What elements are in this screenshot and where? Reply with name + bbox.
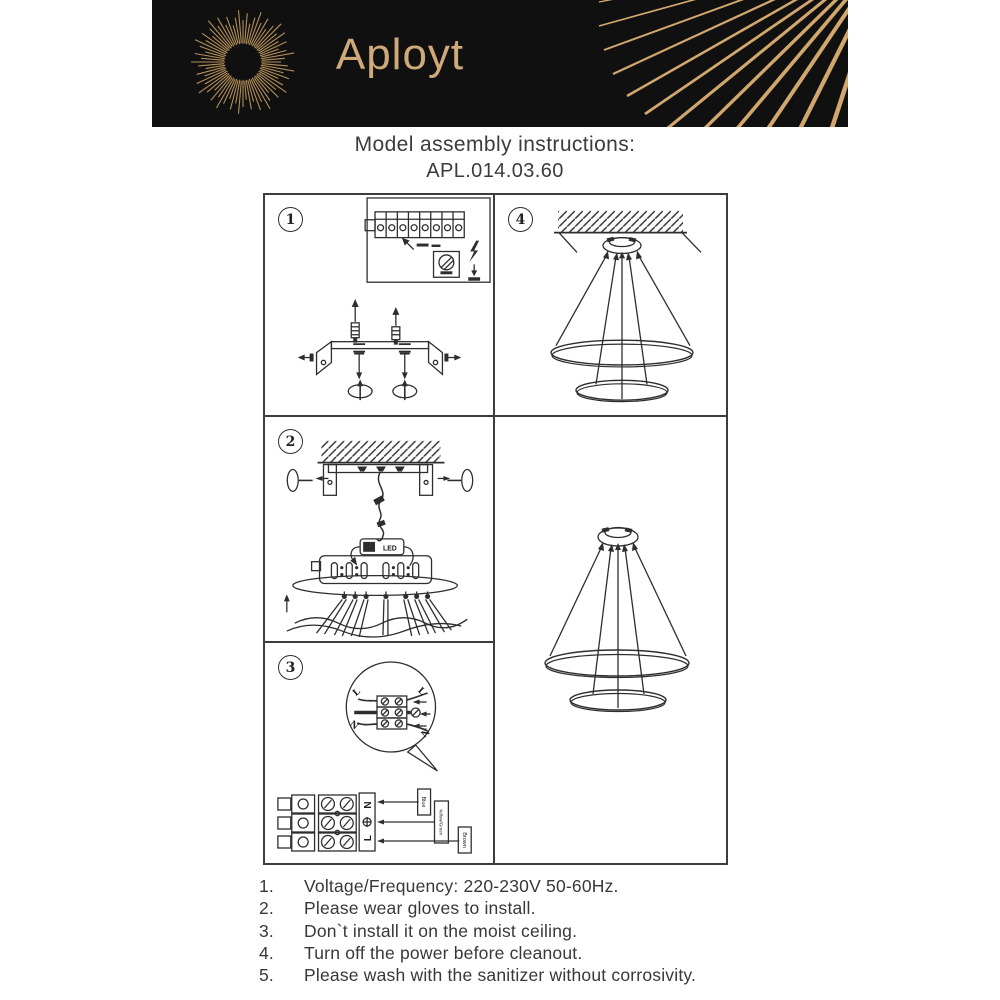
bubble-label-l-right: L [415, 685, 427, 698]
step-2-number: 2 [285, 433, 296, 450]
notes-list [259, 875, 779, 986]
finished-lamp-diagram [495, 417, 726, 863]
step-1-badge [278, 207, 303, 232]
note-number: 5. [259, 965, 274, 986]
note-item-5 [259, 964, 779, 986]
step-4-panel [495, 195, 726, 417]
step-4-badge [508, 207, 533, 232]
step-3-panel [265, 643, 495, 863]
bubble-label-l-left: L [351, 686, 363, 699]
led-driver-label: LED [382, 545, 397, 553]
model-number: APL.014.03.60 [426, 160, 564, 182]
note-text: Voltage/Frequency: 220-230V 50-60Hz. [304, 876, 619, 896]
step-3-badge [278, 655, 303, 680]
note-item-3 [259, 920, 779, 942]
step-1-panel [265, 195, 495, 417]
note-text: Please wash with the sanitizer without corrosivity. [304, 965, 697, 986]
step-2-panel [265, 417, 495, 643]
note-number: 1. [259, 876, 274, 896]
note-item-4 [259, 942, 779, 964]
wire-label-brown: Brown [460, 832, 467, 848]
step-2-badge [278, 429, 303, 454]
starburst-logo-icon [191, 10, 294, 114]
brand-logo-text: Aployt [335, 30, 465, 79]
note-text: Please wear gloves to install. [304, 898, 536, 919]
finished-lamp-panel [495, 417, 726, 863]
note-number: 4. [259, 942, 274, 963]
strip-label-n: N [363, 801, 375, 809]
wire-label-yellow-green: Yellow/Green [438, 808, 444, 836]
step-2-diagram [265, 417, 493, 641]
note-item-2 [259, 897, 779, 919]
bubble-label-n-right: N [419, 727, 433, 741]
wire-label-blue: Blue [420, 796, 427, 808]
note-number: 2. [259, 898, 274, 919]
brand-banner [152, 0, 848, 127]
note-text: Turn off the power before cleanout. [304, 942, 583, 963]
corner-rays-icon [599, 0, 848, 127]
strip-label-l: L [363, 834, 375, 842]
note-number: 3. [259, 920, 274, 941]
bubble-label-n-left: N [347, 719, 360, 733]
page-title: Model assembly instructions: [354, 133, 636, 156]
step-3-number: 3 [285, 659, 296, 676]
step-1-number: 1 [285, 211, 296, 228]
step-4-number: 4 [515, 211, 526, 228]
instruction-grid [263, 193, 728, 865]
note-item-1 [259, 875, 779, 897]
note-text: Don`t install it on the moist ceiling. [304, 920, 578, 941]
title-block [0, 133, 990, 183]
banner-art [152, 0, 848, 127]
